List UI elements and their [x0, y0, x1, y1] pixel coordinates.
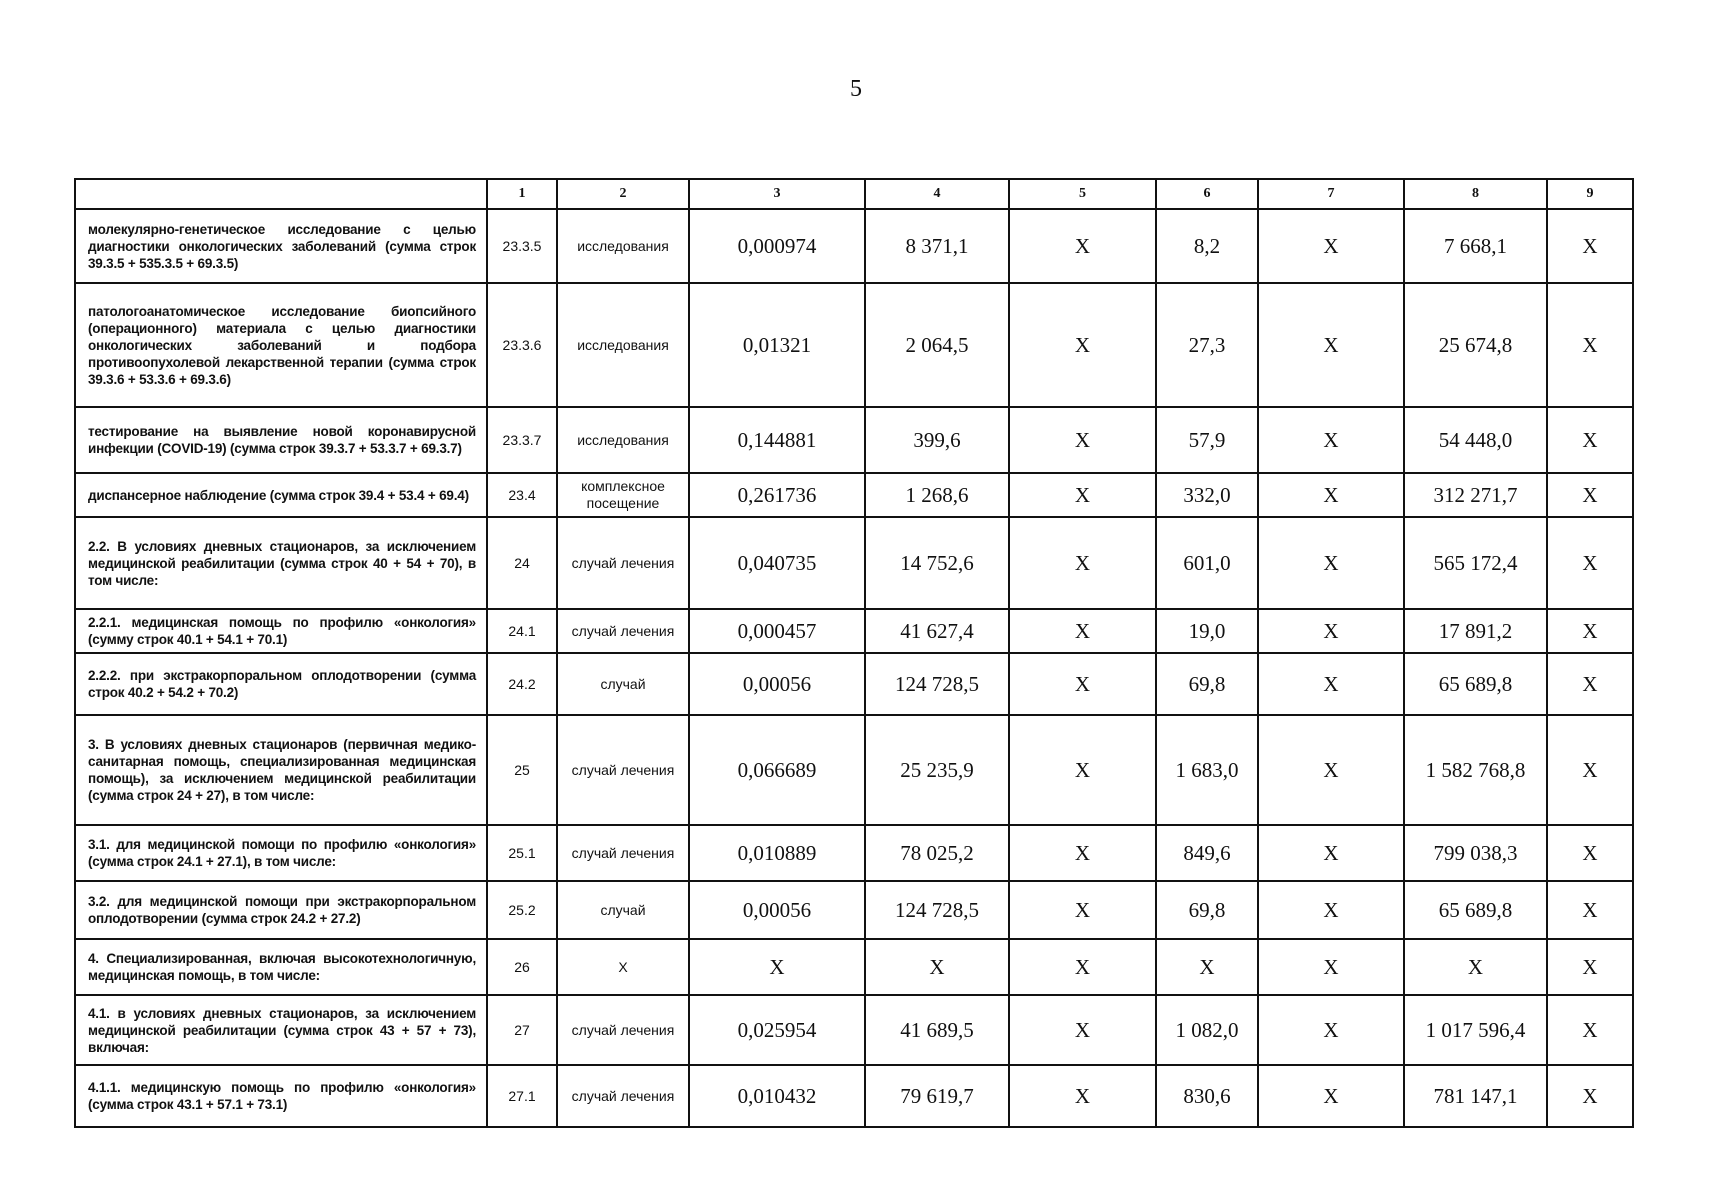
cell-col4: 41 689,5: [865, 995, 1009, 1065]
row-description: 4.1. в условиях дневных стационаров, за исключением медицинской реабилитации (сумма строк 43 + 57 + 73), включая:: [75, 995, 487, 1065]
row-unit: исследования: [557, 209, 689, 283]
cell-col4: 14 752,6: [865, 517, 1009, 609]
cell-col9: X: [1547, 517, 1633, 609]
cell-col9: X: [1547, 283, 1633, 407]
cell-col6: 27,3: [1156, 283, 1258, 407]
cell-col6: 69,8: [1156, 881, 1258, 939]
column-header: 2: [557, 179, 689, 209]
cell-col5: X: [1009, 939, 1156, 995]
cell-col7: X: [1258, 473, 1404, 517]
cell-col6: X: [1156, 939, 1258, 995]
row-description: тестирование на выявление новой коронавирусной инфекции (COVID-19) (сумма строк 39.3.7 + 53.3.7 + 69.3.7): [75, 407, 487, 473]
row-description: молекулярно-генетическое исследование с целью диагностики онкологических заболеваний (сумма строк 39.3.5 + 535.3.5 + 69.3.5): [75, 209, 487, 283]
cell-col7: X: [1258, 715, 1404, 825]
row-unit: случай лечения: [557, 715, 689, 825]
column-header: 9: [1547, 179, 1633, 209]
cell-col6: 1 082,0: [1156, 995, 1258, 1065]
row-description: 3.1. для медицинской помощи по профилю «онкология» (сумма строк 24.1 + 27.1), в том числе:: [75, 825, 487, 881]
cell-col4: 8 371,1: [865, 209, 1009, 283]
row-code: 23.3.6: [487, 283, 557, 407]
cell-col9: X: [1547, 473, 1633, 517]
cell-col7: X: [1258, 653, 1404, 715]
cell-col9: X: [1547, 209, 1633, 283]
table-row: [75, 517, 1633, 609]
cell-col3: 0,00056: [689, 653, 865, 715]
cell-col4: 41 627,4: [865, 609, 1009, 653]
row-description: 2.2. В условиях дневных стационаров, за исключением медицинской реабилитации (сумма строк 40 + 54 + 70), в том числе:: [75, 517, 487, 609]
cell-col5: X: [1009, 517, 1156, 609]
cell-col4: 124 728,5: [865, 653, 1009, 715]
row-description: патологоанатомическое исследование биопсийного (операционного) материала с целью диагностики онкологических заболеваний и подбора противоопухолевой лекарственной терапии (сумма строк 39.3.6 + 53.3.6 + 69.3.6): [75, 283, 487, 407]
cell-col8: 7 668,1: [1404, 209, 1547, 283]
column-header: 4: [865, 179, 1009, 209]
cell-col3: 0,040735: [689, 517, 865, 609]
cell-col3: 0,000457: [689, 609, 865, 653]
cell-col8: 65 689,8: [1404, 653, 1547, 715]
cell-col3: 0,01321: [689, 283, 865, 407]
cell-col4: 2 064,5: [865, 283, 1009, 407]
row-unit: исследования: [557, 407, 689, 473]
cell-col6: 601,0: [1156, 517, 1258, 609]
cell-col3: 0,025954: [689, 995, 865, 1065]
cell-col5: X: [1009, 407, 1156, 473]
row-code: 23.4: [487, 473, 557, 517]
cell-col9: X: [1547, 653, 1633, 715]
cell-col5: X: [1009, 609, 1156, 653]
cell-col3: 0,066689: [689, 715, 865, 825]
cell-col4: 399,6: [865, 407, 1009, 473]
column-header: 6: [1156, 179, 1258, 209]
cell-col9: X: [1547, 407, 1633, 473]
cell-col8: 17 891,2: [1404, 609, 1547, 653]
cell-col4: 124 728,5: [865, 881, 1009, 939]
cell-col5: X: [1009, 995, 1156, 1065]
cell-col9: X: [1547, 609, 1633, 653]
cell-col8: 65 689,8: [1404, 881, 1547, 939]
cell-col6: 69,8: [1156, 653, 1258, 715]
row-unit: случай: [557, 881, 689, 939]
cell-col3: 0,010432: [689, 1065, 865, 1127]
cell-col8: 25 674,8: [1404, 283, 1547, 407]
table-row: [75, 825, 1633, 881]
row-unit: случай лечения: [557, 1065, 689, 1127]
cell-col9: X: [1547, 825, 1633, 881]
cell-col6: 8,2: [1156, 209, 1258, 283]
page-number: 5: [850, 76, 862, 102]
cell-col8: X: [1404, 939, 1547, 995]
row-code: 27: [487, 995, 557, 1065]
column-header: [75, 179, 487, 209]
row-code: 24: [487, 517, 557, 609]
row-description: 3.2. для медицинской помощи при экстракорпоральном оплодотворении (сумма строк 24.2 + 27.2): [75, 881, 487, 939]
cell-col7: X: [1258, 283, 1404, 407]
cell-col7: X: [1258, 939, 1404, 995]
cell-col7: X: [1258, 609, 1404, 653]
cell-col7: X: [1258, 407, 1404, 473]
cell-col5: X: [1009, 1065, 1156, 1127]
table-row: [75, 881, 1633, 939]
cell-col7: X: [1258, 209, 1404, 283]
row-code: 24.1: [487, 609, 557, 653]
cell-col9: X: [1547, 881, 1633, 939]
cell-col6: 830,6: [1156, 1065, 1258, 1127]
table-row: [75, 283, 1633, 407]
cell-col3: 0,010889: [689, 825, 865, 881]
cell-col4: 78 025,2: [865, 825, 1009, 881]
row-description: 3. В условиях дневных стационаров (первичная медико-санитарная помощь, специализированная медицинская помощь), за исключением медицинской реабилитации (сумма строк 24 + 27), в том числе:: [75, 715, 487, 825]
row-unit: комплексное посещение: [557, 473, 689, 517]
cell-col5: X: [1009, 715, 1156, 825]
cell-col3: 0,000974: [689, 209, 865, 283]
row-unit: случай лечения: [557, 825, 689, 881]
row-code: 24.2: [487, 653, 557, 715]
cell-col9: X: [1547, 715, 1633, 825]
data-table: [74, 178, 1634, 1128]
cell-col7: X: [1258, 517, 1404, 609]
cell-col7: X: [1258, 825, 1404, 881]
row-code: 25.1: [487, 825, 557, 881]
table-row: [75, 473, 1633, 517]
cell-col8: 54 448,0: [1404, 407, 1547, 473]
row-unit: X: [557, 939, 689, 995]
row-description: 2.2.2. при экстракорпоральном оплодотворении (сумма строк 40.2 + 54.2 + 70.2): [75, 653, 487, 715]
cell-col8: 781 147,1: [1404, 1065, 1547, 1127]
row-code: 25.2: [487, 881, 557, 939]
cell-col8: 1 582 768,8: [1404, 715, 1547, 825]
row-description: 2.2.1. медицинская помощь по профилю «онкология» (сумму строк 40.1 + 54.1 + 70.1): [75, 609, 487, 653]
cell-col6: 57,9: [1156, 407, 1258, 473]
cell-col8: 312 271,7: [1404, 473, 1547, 517]
cell-col8: 565 172,4: [1404, 517, 1547, 609]
row-code: 27.1: [487, 1065, 557, 1127]
table-row: [75, 1065, 1633, 1127]
cell-col5: X: [1009, 283, 1156, 407]
cell-col9: X: [1547, 1065, 1633, 1127]
cell-col6: 332,0: [1156, 473, 1258, 517]
table-row: [75, 209, 1633, 283]
cell-col4: 1 268,6: [865, 473, 1009, 517]
row-description: 4.1.1. медицинскую помощь по профилю «онкология» (сумма строк 43.1 + 57.1 + 73.1): [75, 1065, 487, 1127]
cell-col4: X: [865, 939, 1009, 995]
table-row: [75, 939, 1633, 995]
cell-col8: 1 017 596,4: [1404, 995, 1547, 1065]
row-code: 25: [487, 715, 557, 825]
column-header: 3: [689, 179, 865, 209]
table-header-row: [75, 179, 1633, 209]
cell-col3: 0,00056: [689, 881, 865, 939]
row-unit: случай лечения: [557, 609, 689, 653]
cell-col5: X: [1009, 653, 1156, 715]
row-unit: исследования: [557, 283, 689, 407]
table-row: [75, 407, 1633, 473]
column-header: 5: [1009, 179, 1156, 209]
cell-col7: X: [1258, 881, 1404, 939]
cell-col5: X: [1009, 881, 1156, 939]
cell-col8: 799 038,3: [1404, 825, 1547, 881]
cell-col5: X: [1009, 473, 1156, 517]
cell-col9: X: [1547, 995, 1633, 1065]
row-description: диспансерное наблюдение (сумма строк 39.4 + 53.4 + 69.4): [75, 473, 487, 517]
cell-col4: 25 235,9: [865, 715, 1009, 825]
cell-col4: 79 619,7: [865, 1065, 1009, 1127]
cell-col6: 1 683,0: [1156, 715, 1258, 825]
table-row: [75, 995, 1633, 1065]
row-unit: случай: [557, 653, 689, 715]
row-unit: случай лечения: [557, 517, 689, 609]
row-code: 26: [487, 939, 557, 995]
column-header: 8: [1404, 179, 1547, 209]
cell-col6: 19,0: [1156, 609, 1258, 653]
cell-col7: X: [1258, 1065, 1404, 1127]
row-code: 23.3.5: [487, 209, 557, 283]
cell-col3: X: [689, 939, 865, 995]
cell-col9: X: [1547, 939, 1633, 995]
cell-col5: X: [1009, 209, 1156, 283]
row-code: 23.3.7: [487, 407, 557, 473]
table-row: [75, 715, 1633, 825]
table-row: [75, 609, 1633, 653]
cell-col5: X: [1009, 825, 1156, 881]
table-row: [75, 653, 1633, 715]
column-header: 7: [1258, 179, 1404, 209]
row-unit: случай лечения: [557, 995, 689, 1065]
cell-col6: 849,6: [1156, 825, 1258, 881]
cell-col3: 0,144881: [689, 407, 865, 473]
row-description: 4. Специализированная, включая высокотехнологичную, медицинская помощь, в том числе:: [75, 939, 487, 995]
data-table-wrapper: [74, 178, 1632, 1128]
column-header: 1: [487, 179, 557, 209]
cell-col7: X: [1258, 995, 1404, 1065]
cell-col3: 0,261736: [689, 473, 865, 517]
